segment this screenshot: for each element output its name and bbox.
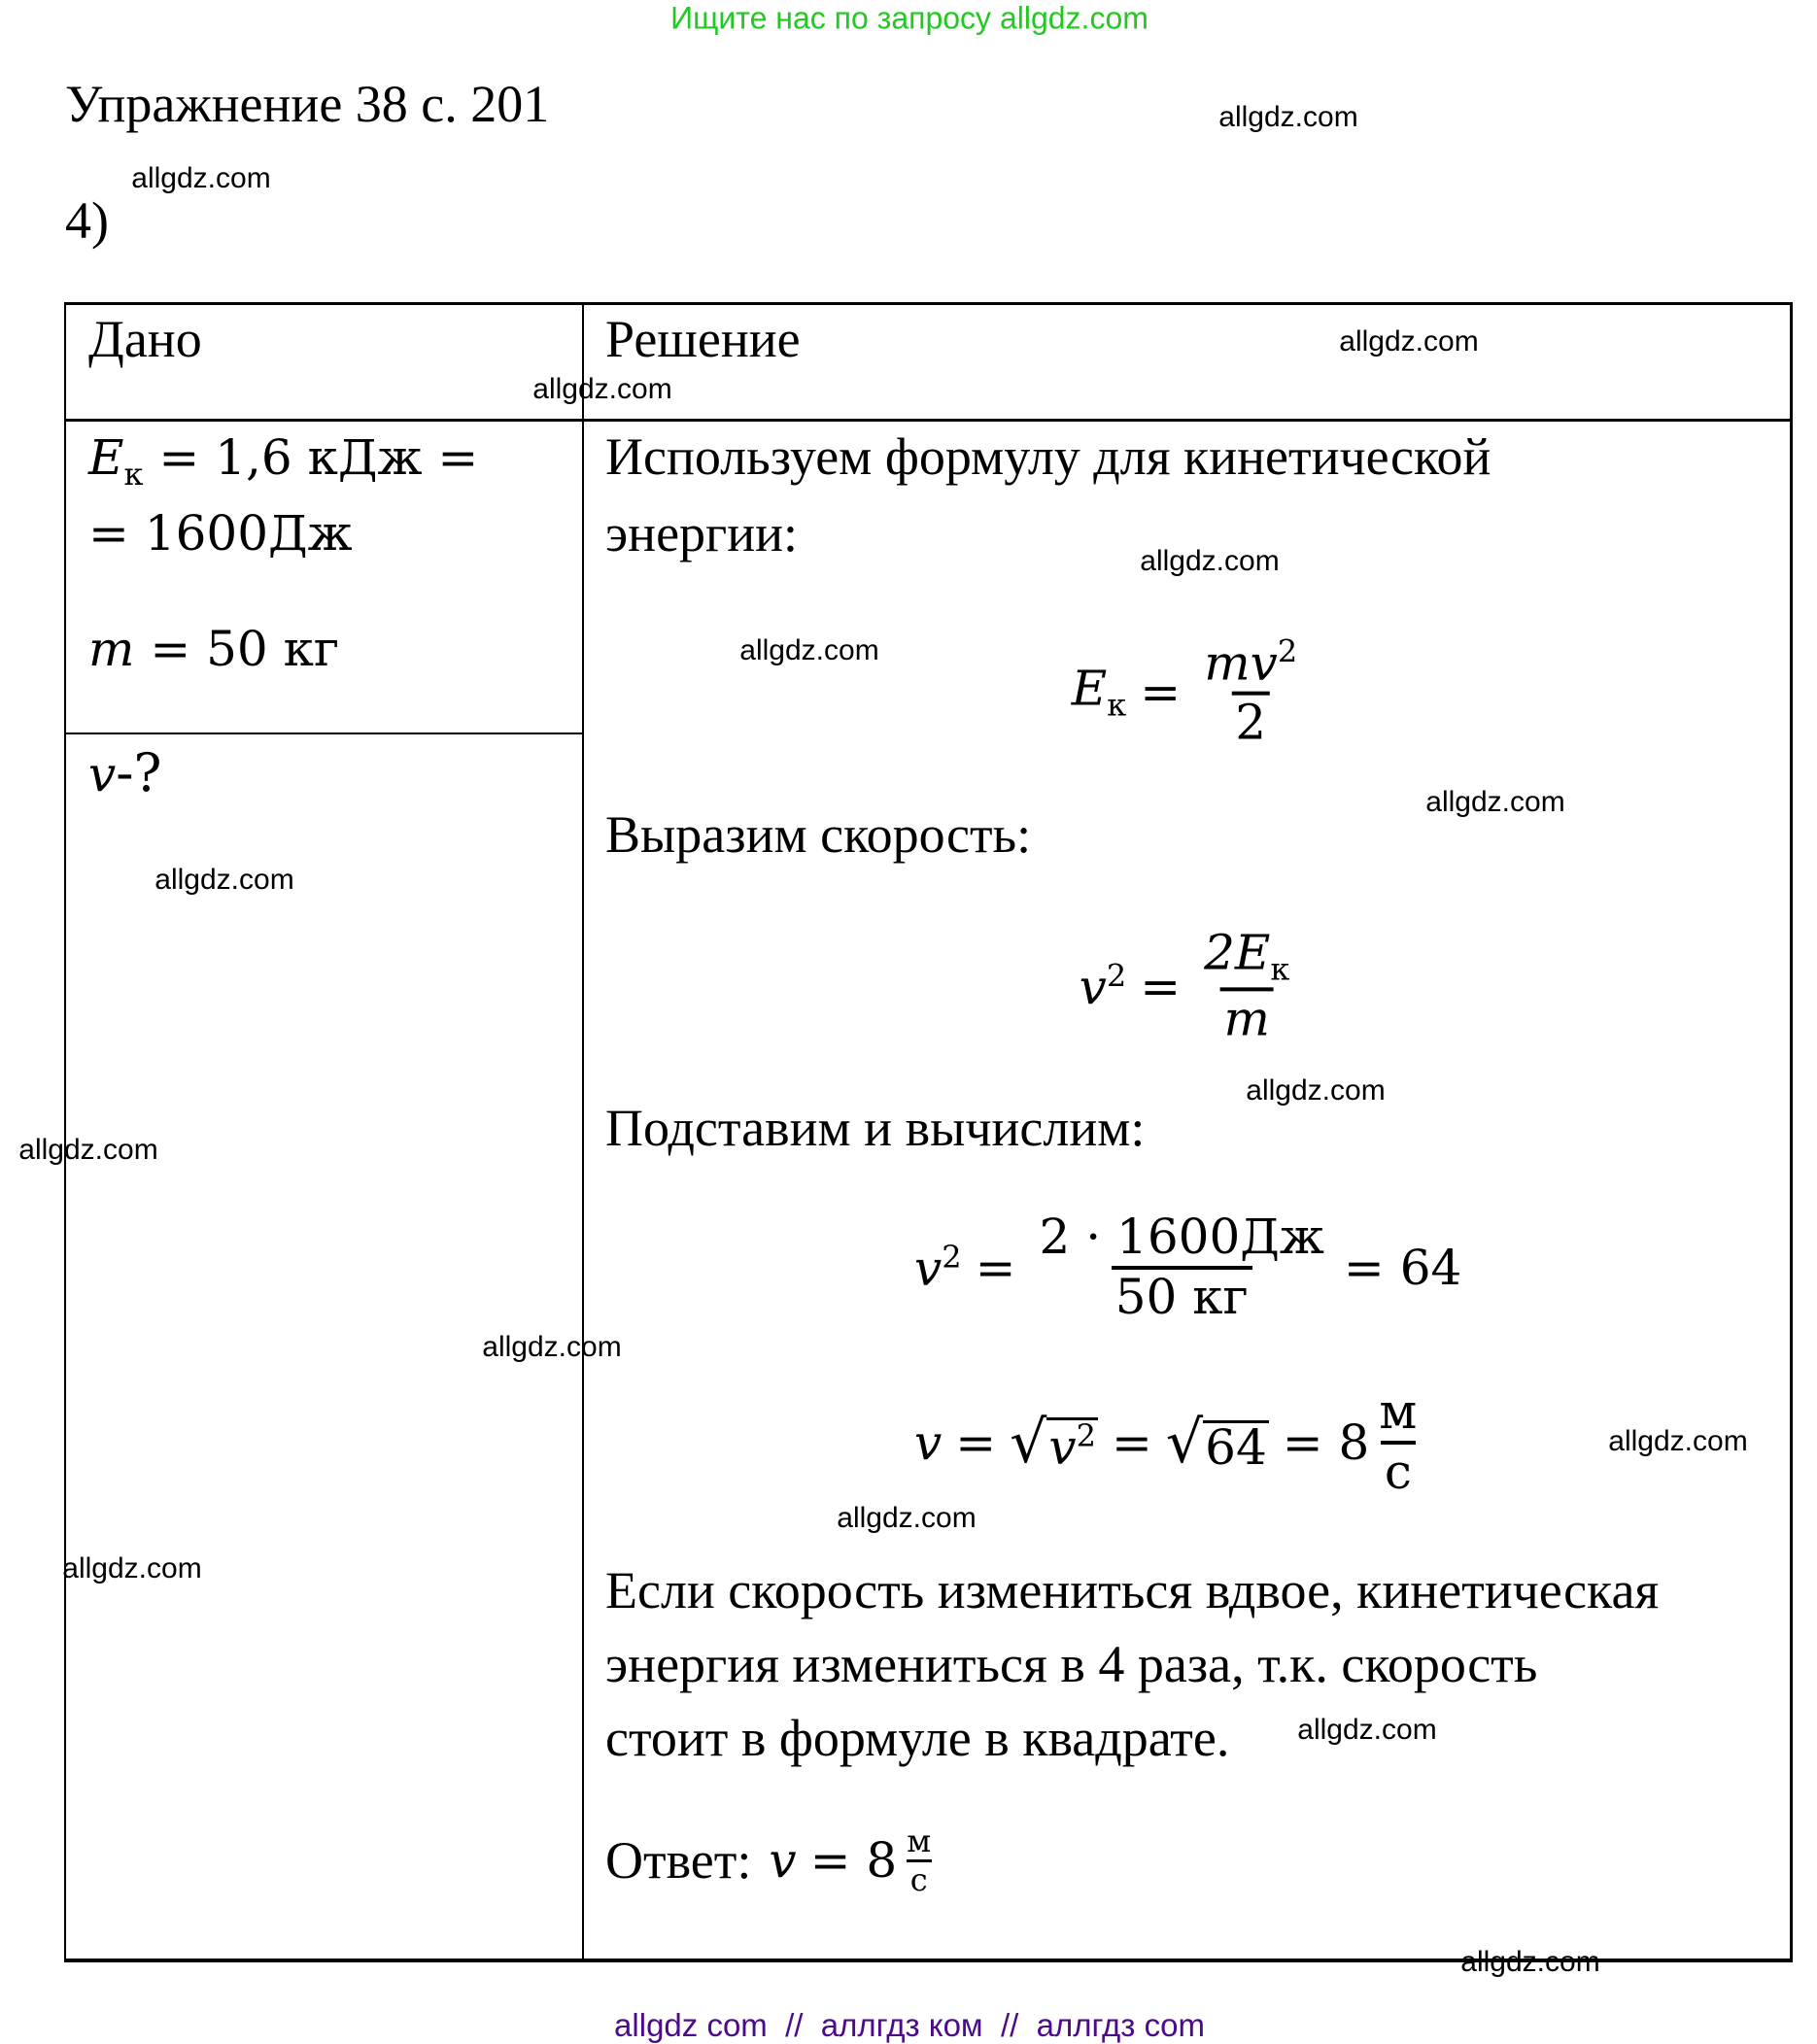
watermark: allgdz.com: [62, 1552, 202, 1584]
sub: к: [123, 456, 144, 493]
var-v: v: [88, 746, 117, 802]
var-v: v: [914, 1240, 943, 1297]
fraction: [1200, 925, 1293, 1046]
fraction: [1036, 1209, 1328, 1325]
watermark: allgdz.com: [131, 162, 271, 194]
solution-substitute: Подставим и вычислим:: [605, 1099, 1146, 1157]
conclusion-line-3: стоит в формуле в квадрате.: [605, 1709, 1230, 1767]
watermark: allgdz.com: [1140, 545, 1280, 577]
denominator: 50 кг: [1112, 1266, 1252, 1326]
equals: =: [955, 1414, 997, 1471]
sup: 2: [1076, 1416, 1096, 1454]
unit-denominator: с: [907, 1859, 932, 1898]
solution-intro-2: энергии:: [605, 504, 798, 562]
given-energy-value: = 1,6 кДж =: [158, 429, 479, 486]
given-mass: [88, 621, 340, 677]
watermark: allgdz.com: [739, 634, 879, 666]
watermark: allgdz.com: [1460, 1946, 1600, 1978]
unit-numerator: м: [1379, 1383, 1418, 1440]
watermark: allgdz.com: [1297, 1714, 1437, 1746]
item-number: 4): [65, 191, 109, 250]
answer-unit: [903, 1823, 935, 1898]
var-v: v: [1048, 1418, 1077, 1476]
sub: к: [1270, 950, 1290, 988]
given-energy: [88, 429, 479, 493]
solution-express: Выразим скорость:: [605, 805, 1032, 864]
unit-fraction: [1375, 1384, 1421, 1500]
sqrt-v-squared: [1010, 1408, 1098, 1477]
solution-header: Решение: [605, 310, 801, 368]
denominator: m: [1223, 990, 1270, 1047]
unit-denominator: с: [1381, 1441, 1416, 1501]
formula-calculation: [914, 1209, 1461, 1325]
numerator: 2 · 1600Дж: [1039, 1209, 1324, 1265]
watermark: allgdz.com: [18, 1134, 158, 1166]
var-E: E: [88, 429, 124, 486]
var-v: v: [914, 1414, 943, 1471]
sup: 2: [1106, 957, 1127, 995]
conclusion-line-2: энергия измениться в 4 раза, т.к. скорость: [605, 1635, 1538, 1693]
table-border-top: [64, 302, 1793, 305]
sup: 2: [942, 1239, 962, 1277]
formula-kinetic-energy: [1072, 634, 1307, 752]
result: = 8: [1282, 1414, 1370, 1471]
watermark: allgdz.com: [1608, 1425, 1748, 1457]
sub: к: [1107, 687, 1127, 724]
answer-label: Ответ:: [605, 1831, 752, 1891]
answer-value: = 8: [809, 1832, 898, 1890]
sqrt-icon: √: [1165, 1408, 1204, 1477]
watermark: allgdz.com: [1425, 786, 1565, 818]
numerator: mv: [1204, 634, 1278, 692]
solution-intro-1: Используем формулу для кинетической: [605, 427, 1491, 486]
watermark: allgdz.com: [1339, 325, 1479, 358]
equals: =: [1140, 957, 1182, 1014]
find-mark: -?: [116, 742, 162, 803]
table-border-right: [1790, 302, 1793, 1961]
sup: 2: [1277, 632, 1298, 670]
watermark: allgdz.com: [532, 373, 672, 405]
top-banner: Ищите нас по запросу allgdz.com: [670, 0, 1148, 36]
conclusion-line-1: Если скорость измениться вдвое, кинетическая: [605, 1561, 1660, 1619]
fraction: [1200, 634, 1301, 752]
sqrt-icon: √: [1010, 1408, 1047, 1477]
given-find-divider: [64, 732, 584, 734]
table-column-divider: [582, 302, 584, 1961]
equals: =: [1112, 1414, 1152, 1471]
find-velocity: [88, 742, 162, 803]
formula-velocity: [914, 1384, 1426, 1500]
equals: =: [975, 1239, 1016, 1296]
sqrt-64: √ 64: [1165, 1408, 1267, 1477]
var-v: v: [1079, 959, 1107, 1016]
watermark: allgdz.com: [1218, 101, 1358, 133]
given-energy-joules: = 1600Дж: [88, 505, 353, 562]
table-header-divider: [64, 419, 1793, 422]
formula-velocity-squared: [1080, 925, 1300, 1046]
bottom-banner: allgdz com // аллгдз ком // аллгдз com: [614, 2007, 1205, 2043]
equals: =: [1140, 664, 1182, 721]
denominator: 2: [1231, 692, 1270, 752]
watermark: allgdz.com: [1246, 1074, 1386, 1107]
watermark: allgdz.com: [837, 1502, 977, 1534]
given-mass-value: = 50 кг: [150, 621, 340, 677]
var-m: m: [88, 621, 135, 677]
unit-numerator: м: [907, 1823, 932, 1859]
page-title: Упражнение 38 с. 201: [65, 75, 550, 133]
watermark: allgdz.com: [482, 1331, 622, 1363]
result: = 64: [1343, 1239, 1462, 1296]
answer: [605, 1823, 941, 1898]
table-border-left: [64, 302, 66, 1961]
watermark: allgdz.com: [154, 864, 294, 896]
var-E: E: [1071, 661, 1108, 717]
numerator: 2E: [1204, 924, 1271, 981]
var-v: v: [769, 1832, 797, 1890]
given-header: Дано: [88, 310, 202, 368]
